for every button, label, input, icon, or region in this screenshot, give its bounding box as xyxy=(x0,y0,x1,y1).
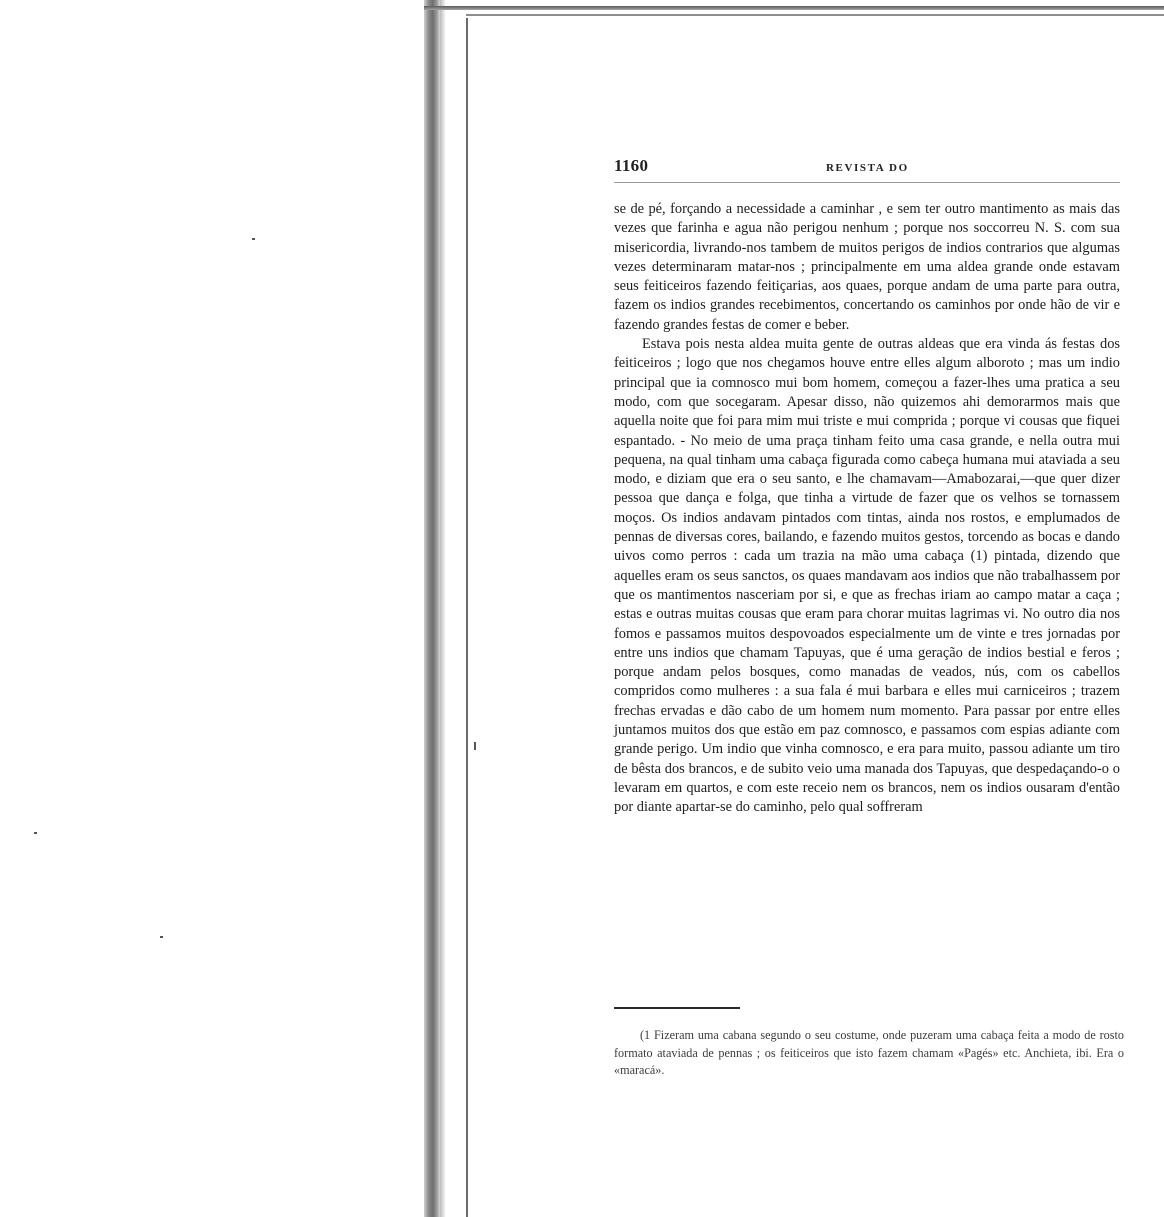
spine-gradient xyxy=(440,0,446,1217)
footnote-rule xyxy=(614,1007,740,1009)
running-head: REVISTA DO xyxy=(826,162,909,174)
book-spine-shadow xyxy=(424,0,440,1217)
scan-speck xyxy=(34,832,37,834)
paragraph-2: Estava pois nesta aldea muita gente de outras aldeas que era vinda ás festas dos feiticeiros ; logo que nos chegamos houve entre elles algum alboroto ; mas um indio principal que ia comnosco mui bom homem, começou a fazer-lhes uma pratica a seu modo, com que socegaram. Apesar disso, não quizemos ahi demorarmos mais que aquella noite que foi para mim mui triste e mui comprida ; porque vi cousas que fiquei espantado. - No meio de uma praça tinham feito uma casa grande, e nella outra mui pequena, na qual tinham uma cabaça figurada como cabeça humana mui ataviada a seu modo, e diziam que era o seu santo, e lhe chamavam—Amabozarai,—que quer dizer pessoa que dança e folga, que tinha a virtude de fazer que os velhos se tornassem moços. Os indios andavam pintados com tintas, ainda nos rostos, e emplumados de pennas de diversas cores, bailando, e fazendo muitos gestos, torcendo as bocas e dando uivos como perros : cada um trazia na mão uma cabaça (1) pintada, dizendo que aquelles eram os seus sanctos, os quaes mandavam aos indios que não trabalhassem por que os mantimentos nasceriam por si, e que as frechas iriam ao campo matar a caça ; estas e outras muitas cousas que eram para chorar muitas lagrimas vi. No outro dia nos fomos e passamos muitos despovoados especialmente um de vinte e tres jornadas por entre uns indios que chamam Tapuyas, que é uma geração de indios bestial e feros ; porque andam pelos bosques, como manadas de veados, nús, com os cabellos compridos como mulheres : a sua fala é mui barbara e elles mui carniceiros ; trazem frechas ervadas e dão cabo de um homem num momento. Para passar por entre elles juntamos muitos dos que estão em paz comnosco, e passamos com espias adiante com grande perigo. Um indio que vinha comnosco, e era para muito, passou adiante um tiro de bêsta dos brancos, e de subito veio uma manada dos Tapuyas, que despedaçando-o o levaram em quartos, e com este receio nem os brancos, nem os indios ousaram d'então por diante apartar-se do caminho, pelo qual soffreram xyxy=(614,336,1120,816)
body-text xyxy=(614,200,1120,818)
scan-speck xyxy=(474,742,476,750)
header-rule xyxy=(614,182,1120,183)
left-page-edge xyxy=(466,18,468,1217)
scan-speck xyxy=(160,936,163,938)
top-page-edge-inner xyxy=(466,14,1164,16)
footnote: (1 Fizeram uma cabana segundo o seu costume, onde puzeram uma cabaça feita a modo de rosto formato ataviada de pennas ; os feiticeiros que isto fazem chamam «Pagés» etc. Anchieta, ibi. Era o «maracá». xyxy=(614,1028,1124,1077)
scan-speck xyxy=(252,238,255,240)
page-number: 1160 xyxy=(614,156,649,175)
page-header xyxy=(614,156,1120,180)
paragraph-1: se de pé, forçando a necessidade a caminhar , e sem ter outro mantimento as mais das vezes que farinha e agua não perigou nenhum ; porque nos soccorreu N. S. com sua misericordia, livrando-nos tambem de muitos perigos de indios contrarios que algumas vezes determinaram matar-nos ; principalmente em uma aldea grande onde estavam seus feiticeiros fazendo feitiçarias, aos quaes, porque andam de uma parte para outra, fazem os indios grandes recebimentos, concertando os caminhos por onde hão de vir e fazendo grandes festas de comer e beber. xyxy=(614,201,1120,333)
top-page-edge xyxy=(424,6,1164,10)
